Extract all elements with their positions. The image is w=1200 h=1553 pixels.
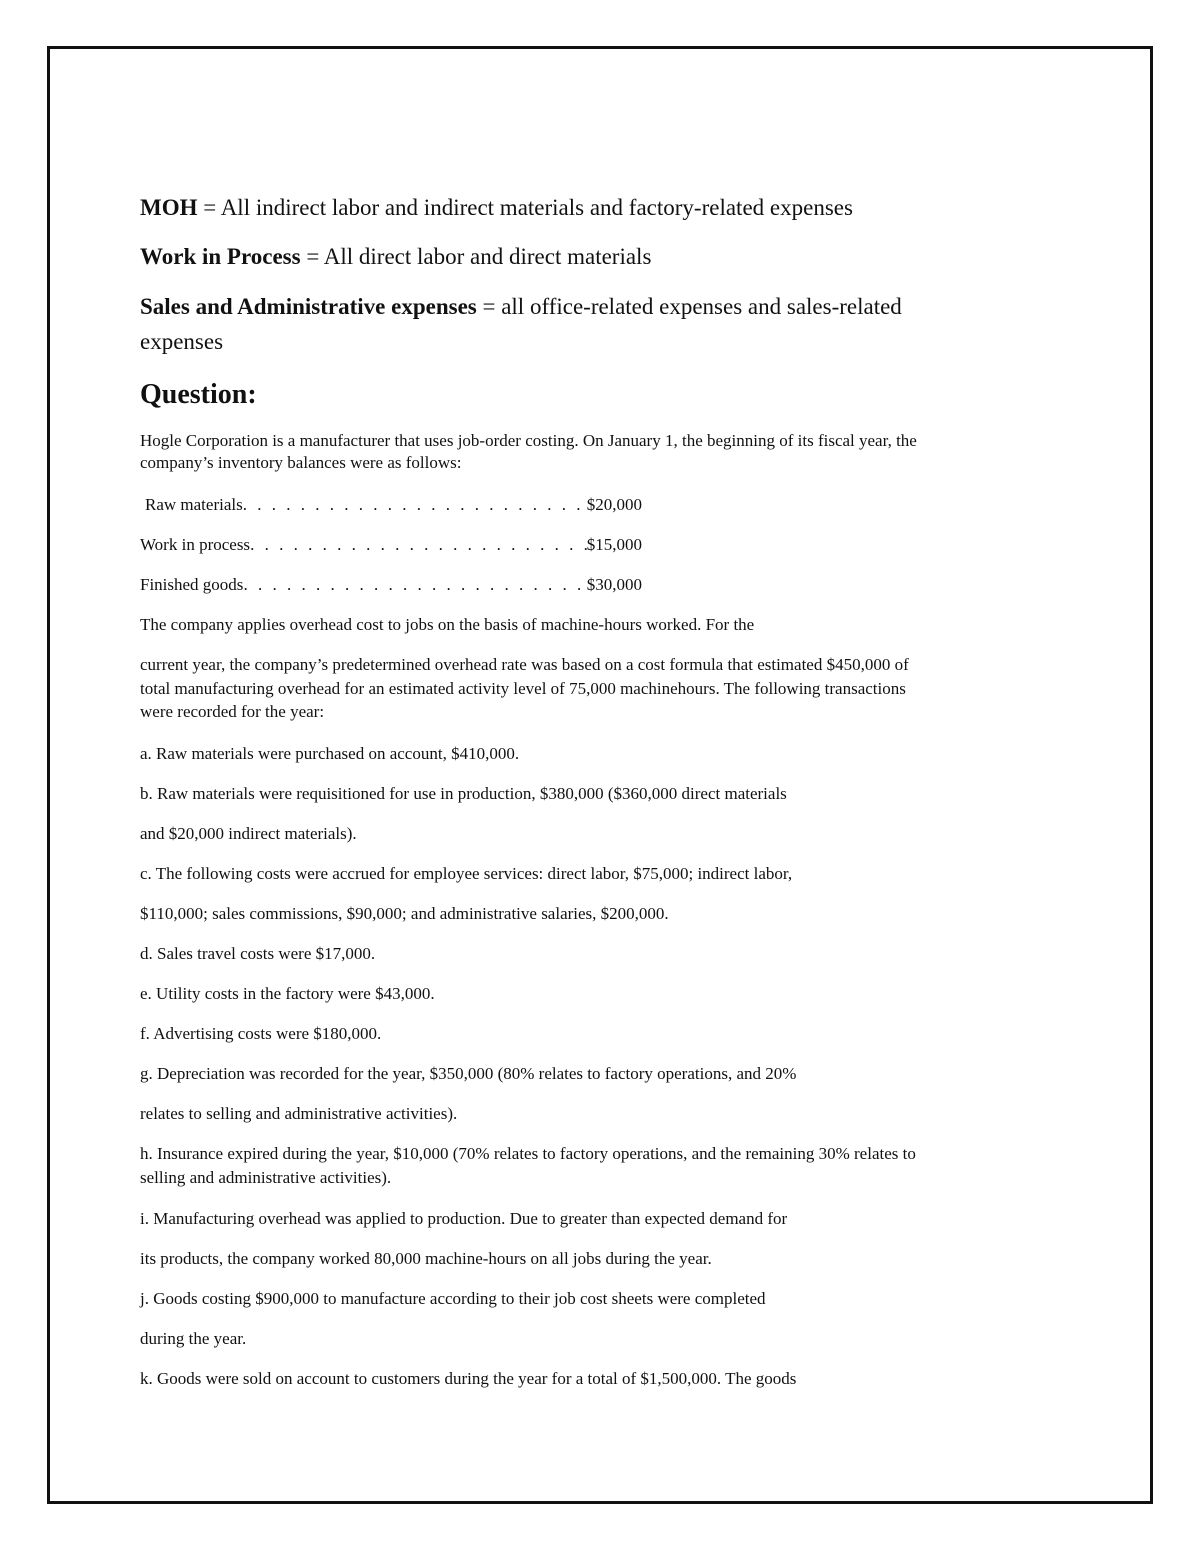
definition-sga bbox=[140, 292, 902, 322]
leader-dots bbox=[243, 494, 587, 516]
leader-dots bbox=[243, 574, 586, 596]
intro-line: Hogle Corporation is a manufacturer that uses job-order costing. On January 1, the beginning of its fiscal year, the bbox=[140, 431, 917, 450]
transaction-e: e. Utility costs in the factory were $43,000. bbox=[140, 984, 435, 1003]
transaction-j: j. Goods costing $900,000 to manufacture according to their job cost sheets were completed bbox=[140, 1289, 766, 1308]
body-line: were recorded for the year: bbox=[140, 702, 325, 721]
transaction-j-cont: during the year. bbox=[140, 1329, 247, 1348]
inventory-value: $15,000 bbox=[586, 535, 642, 554]
question-heading: Question: bbox=[140, 379, 257, 410]
term: Work in Process bbox=[140, 244, 301, 269]
transaction-g: g. Depreciation was recorded for the year, $350,000 (80% relates to factory operations, and 20% bbox=[140, 1064, 797, 1083]
transaction-c: c. The following costs were accrued for employee services: direct labor, $75,000; indirect labor, bbox=[140, 864, 793, 883]
definition-sga-continuation: expenses bbox=[140, 329, 224, 354]
term: MOH bbox=[140, 195, 198, 220]
transaction-f: f. Advertising costs were $180,000. bbox=[140, 1024, 382, 1043]
transaction-i-cont: its products, the company worked 80,000 machine-hours on all jobs during the year. bbox=[140, 1249, 712, 1268]
transaction-c-cont: $110,000; sales commissions, $90,000; and administrative salaries, $200,000. bbox=[140, 904, 669, 923]
inventory-label: Work in process bbox=[140, 535, 251, 554]
inventory-row bbox=[140, 574, 642, 596]
transaction-g-cont: relates to selling and administrative activities). bbox=[140, 1104, 458, 1123]
transaction-h: h. Insurance expired during the year, $10,000 (70% relates to factory operations, and the remaining 30% relates to bbox=[140, 1144, 916, 1163]
definition-moh bbox=[140, 193, 853, 223]
body-line: current year, the company’s predetermined overhead rate was based on a cost formula that estimated $450,000 of bbox=[140, 655, 909, 674]
definition-text: = All indirect labor and indirect materials and factory-related expenses bbox=[197, 195, 853, 220]
transaction-b-cont: and $20,000 indirect materials). bbox=[140, 824, 357, 843]
definition-text: = All direct labor and direct materials bbox=[300, 244, 652, 269]
inventory-label: Finished goods bbox=[140, 575, 244, 594]
transaction-i: i. Manufacturing overhead was applied to production. Due to greater than expected demand for bbox=[140, 1209, 788, 1228]
intro-line: company’s inventory balances were as follows: bbox=[140, 453, 462, 472]
leader-dots bbox=[250, 534, 587, 556]
term: Sales and Administrative expenses bbox=[140, 294, 477, 319]
inventory-label: Raw materials bbox=[145, 495, 243, 514]
transaction-a: a. Raw materials were purchased on account, $410,000. bbox=[140, 744, 520, 763]
body-line: total manufacturing overhead for an estimated activity level of 75,000 machinehours. The following transactions bbox=[140, 679, 906, 698]
definition-wip bbox=[140, 242, 651, 272]
transaction-k: k. Goods were sold on account to customers during the year for a total of $1,500,000. The goods bbox=[140, 1369, 797, 1388]
inventory-row bbox=[140, 534, 642, 556]
inventory-value: $30,000 bbox=[586, 575, 642, 594]
body-line: The company applies overhead cost to jobs on the basis of machine-hours worked. For the bbox=[140, 615, 755, 634]
transaction-b: b. Raw materials were requisitioned for use in production, $380,000 ($360,000 direct materials bbox=[140, 784, 787, 803]
transaction-h-cont: selling and administrative activities). bbox=[140, 1168, 392, 1187]
inventory-row bbox=[145, 494, 642, 516]
transaction-d: d. Sales travel costs were $17,000. bbox=[140, 944, 376, 963]
definition-text: = all office-related expenses and sales-related bbox=[476, 294, 902, 319]
inventory-value: $20,000 bbox=[586, 495, 642, 514]
